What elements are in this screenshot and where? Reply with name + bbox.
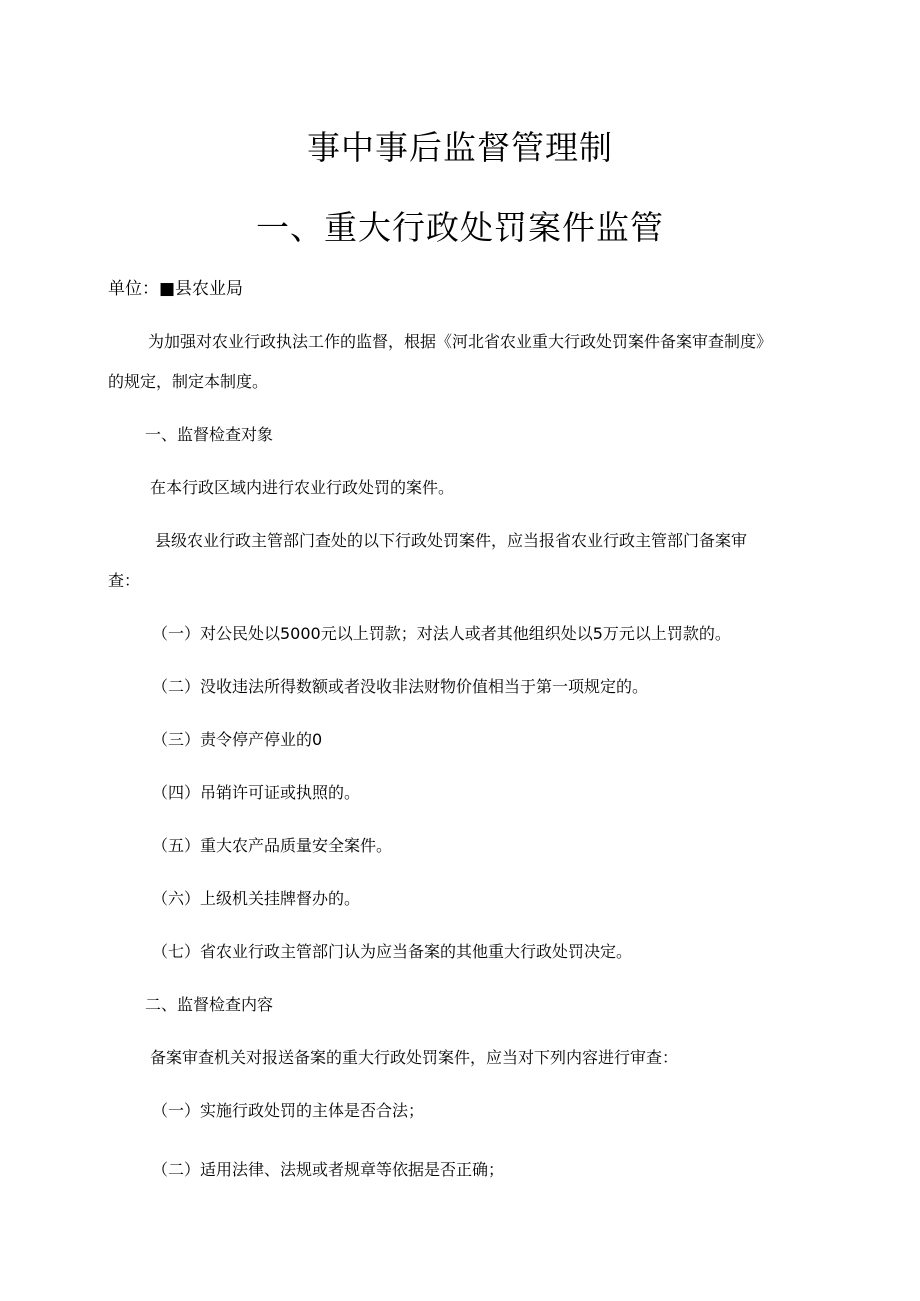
unit-line: 单位：■县农业局: [108, 279, 244, 299]
intro-line-2: 的规定，制定本制度。: [108, 372, 269, 391]
intro-line-1: 为加强对农业行政执法工作的监督，根据《河北省农业重大行政处罚案件备案审查制度》: [148, 332, 773, 351]
document-subtitle: 一、重大行政处罚案件监管: [256, 208, 664, 247]
section1-para2-line1: 县级农业行政主管部门查处的以下行政处罚案件，应当报省农业行政主管部门备案审: [155, 531, 748, 550]
section1-item-4: （四）吊销许可证或执照的。: [152, 783, 361, 802]
section1-para1: 在本行政区域内进行农业行政处罚的案件。: [150, 478, 455, 497]
section2-item-2: （二）适用法律、法规或者规章等依据是否正确；: [152, 1160, 505, 1179]
section2-item-1: （一）实施行政处罚的主体是否合法；: [152, 1101, 425, 1120]
section1-item-6: （六）上级机关挂牌督办的。: [152, 889, 361, 908]
section2-para1: 备案审查机关对报送备案的重大行政处罚案件，应当对下列内容进行审查：: [150, 1048, 679, 1067]
section1-heading: 一、监督检查对象: [145, 425, 274, 444]
section1-para2-line2: 查：: [108, 571, 141, 590]
section2-heading: 二、监督检查内容: [145, 995, 274, 1014]
section1-item-1: （一）对公民处以5000元以上罚款；对法人或者其他组织处以5万元以上罚款的。: [152, 624, 731, 643]
section1-item-5: （五）重大农产品质量安全案件。: [152, 836, 393, 855]
document-title: 事中事后监督管理制: [307, 128, 613, 167]
section1-item-2: （二）没收违法所得数额或者没收非法财物价值相当于第一项规定的。: [152, 677, 649, 696]
section1-item-3: （三）责令停产停业的0: [152, 730, 323, 749]
section1-item-7: （七）省农业行政主管部门认为应当备案的其他重大行政处罚决定。: [152, 942, 633, 961]
